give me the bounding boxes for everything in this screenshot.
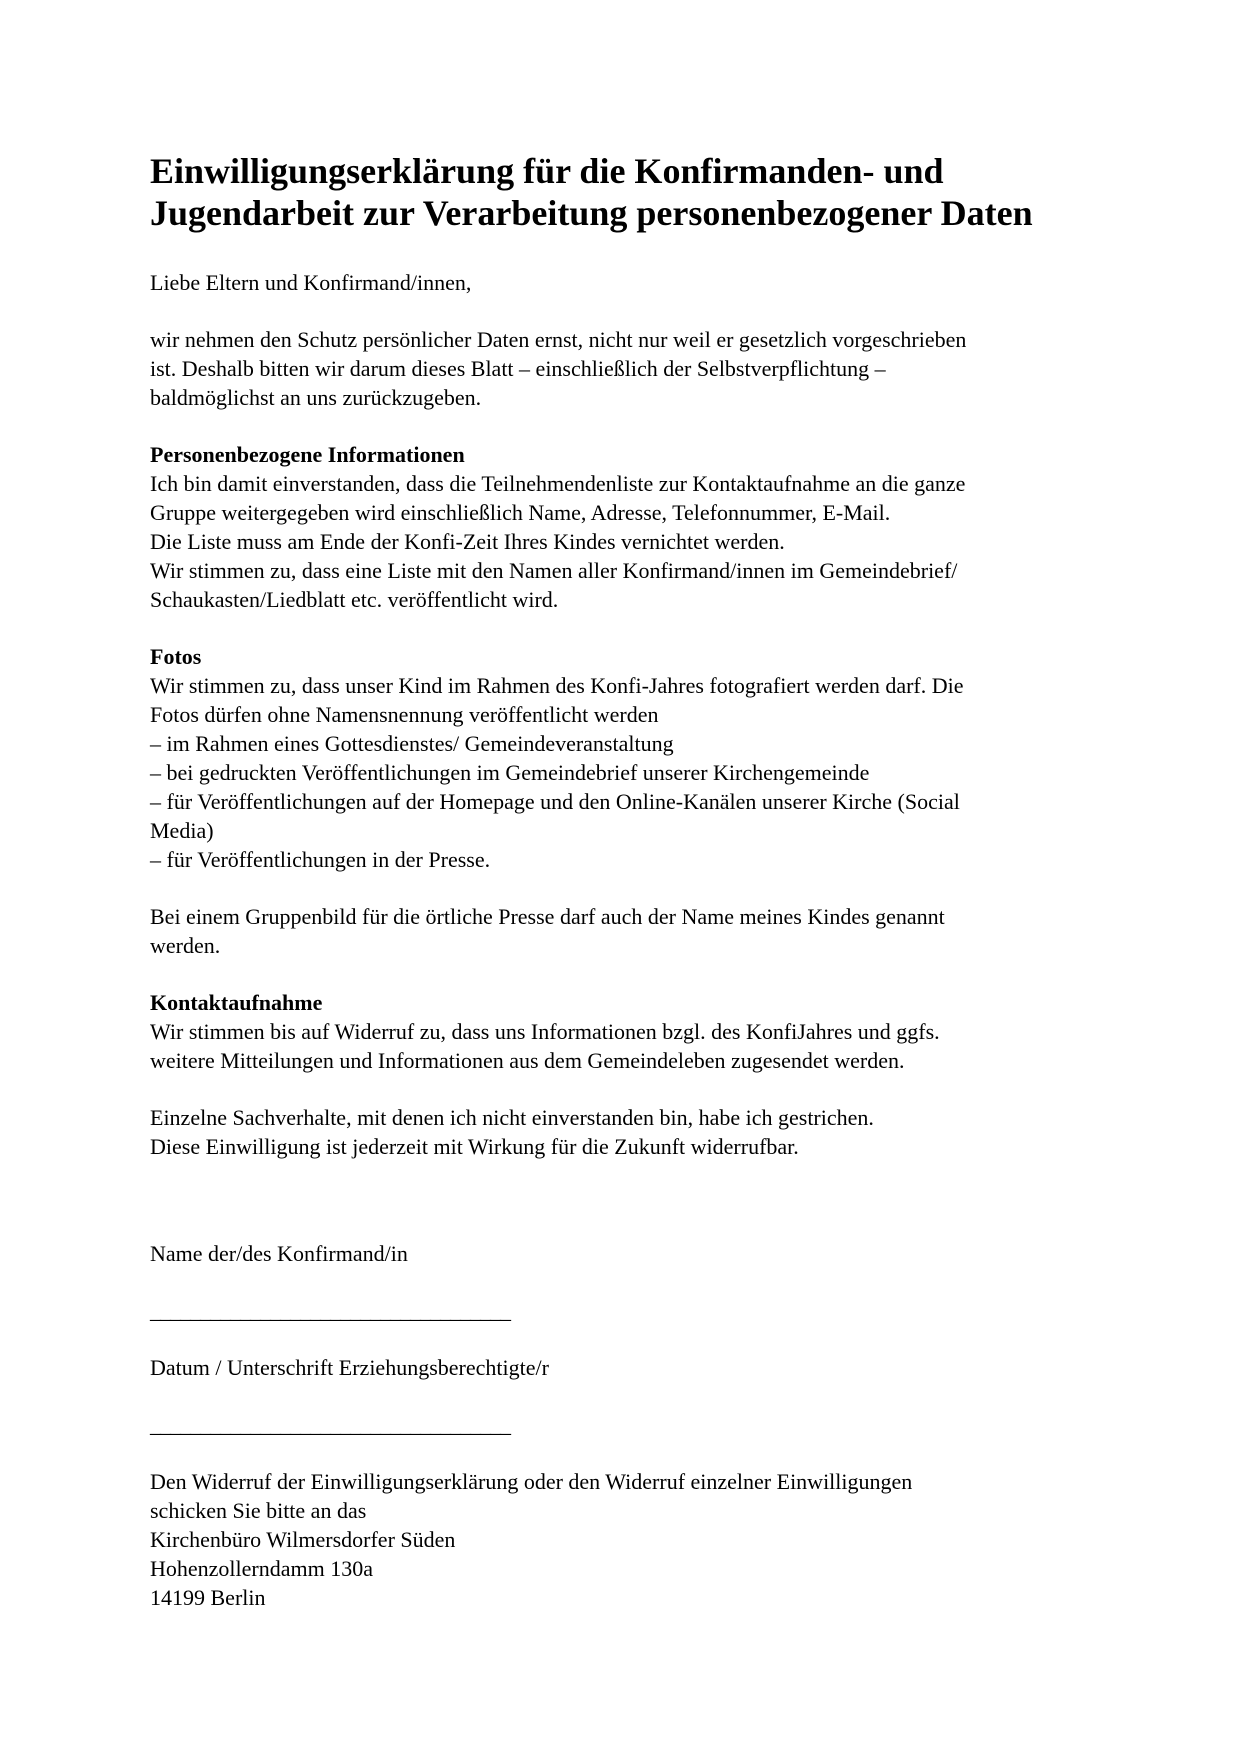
closing-line: Diese Einwilligung ist jederzeit mit Wirkung für die Zukunft widerrufbar. — [150, 1134, 799, 1159]
guardian-signature-line: ____________________________________ — [150, 1412, 510, 1437]
contact-line: weitere Mitteilungen und Informationen aus dem Gemeindeleben zugesendet werden. — [150, 1048, 905, 1073]
document-title — [150, 150, 1100, 234]
photos-line: – für Veröffentlichungen auf der Homepage und den Online-Kanälen unserer Kirche (Social — [150, 789, 960, 814]
section-heading-contact: Kontaktaufnahme — [150, 990, 323, 1015]
intro-paragraph — [150, 325, 1100, 412]
revocation-line: Kirchenbüro Wilmersdorfer Süden — [150, 1527, 456, 1552]
contact-section — [150, 988, 1100, 1075]
section-heading-photos: Fotos — [150, 644, 202, 669]
revocation-line: 14199 Berlin — [150, 1585, 266, 1610]
intro-line: ist. Deshalb bitten wir darum dieses Blatt – einschließlich der Selbstverpflichtung – — [150, 356, 886, 381]
personal-line: Ich bin damit einverstanden, dass die Teilnehmendenliste zur Kontaktaufnahme an die ganze — [150, 471, 966, 496]
title-line: Jugendarbeit zur Verarbeitung personenbezogener Daten — [150, 193, 1033, 233]
photos-line: Wir stimmen zu, dass unser Kind im Rahmen des Konfi-Jahres fotografiert werden darf. Die — [150, 673, 964, 698]
intro-line: baldmöglichst an uns zurückzugeben. — [150, 385, 482, 410]
intro-line: wir nehmen den Schutz persönlicher Daten ernst, nicht nur weil er gesetzlich vorgeschrieben — [150, 327, 967, 352]
photos-section — [150, 642, 1100, 874]
personal-line: Die Liste muss am Ende der Konfi-Zeit Ihres Kindes vernichtet werden. — [150, 529, 785, 554]
photos-line: Media) — [150, 818, 214, 843]
revocation-line: schicken Sie bitte an das — [150, 1498, 367, 1523]
personal-line: Schaukasten/Liedblatt etc. veröffentlicht wird. — [150, 587, 559, 612]
greeting: Liebe Eltern und Konfirmand/innen, — [150, 270, 472, 295]
revocation-address — [150, 1467, 1100, 1612]
photos-line: – bei gedruckten Veröffentlichungen im Gemeindebrief unserer Kirchengemeinde — [150, 760, 870, 785]
photos-line: Fotos dürfen ohne Namensnennung veröffentlicht werden — [150, 702, 659, 727]
name-label: Name der/des Konfirmand/in — [150, 1241, 408, 1266]
personal-info-section — [150, 440, 1100, 614]
group-line: werden. — [150, 933, 221, 958]
name-signature-line: ____________________________________ — [150, 1298, 510, 1323]
group-photo-paragraph — [150, 902, 1100, 960]
contact-line: Wir stimmen bis auf Widerruf zu, dass uns Informationen bzgl. des KonfiJahres und ggfs. — [150, 1019, 940, 1044]
closing-line: Einzelne Sachverhalte, mit denen ich nicht einverstanden bin, habe ich gestrichen. — [150, 1105, 874, 1130]
document-page — [150, 150, 1100, 1612]
group-line: Bei einem Gruppenbild für die örtliche Presse darf auch der Name meines Kindes genannt — [150, 904, 945, 929]
photos-line: – im Rahmen eines Gottesdienstes/ Gemeindeveranstaltung — [150, 731, 674, 756]
personal-line: Wir stimmen zu, dass eine Liste mit den Namen aller Konfirmand/innen im Gemeindebrief/ — [150, 558, 958, 583]
revocation-line: Den Widerruf der Einwilligungserklärung oder den Widerruf einzelner Einwilligungen — [150, 1469, 913, 1494]
date-signature-label: Datum / Unterschrift Erziehungsberechtigte/r — [150, 1355, 549, 1380]
closing-paragraph — [150, 1103, 1100, 1161]
title-line: Einwilligungserklärung für die Konfirmanden- und — [150, 151, 944, 191]
revocation-line: Hohenzollerndamm 130a — [150, 1556, 373, 1581]
photos-line: – für Veröffentlichungen in der Presse. — [150, 847, 491, 872]
personal-line: Gruppe weitergegeben wird einschließlich Name, Adresse, Telefonnummer, E-Mail. — [150, 500, 891, 525]
section-heading-personal: Personenbezogene Informationen — [150, 442, 465, 467]
